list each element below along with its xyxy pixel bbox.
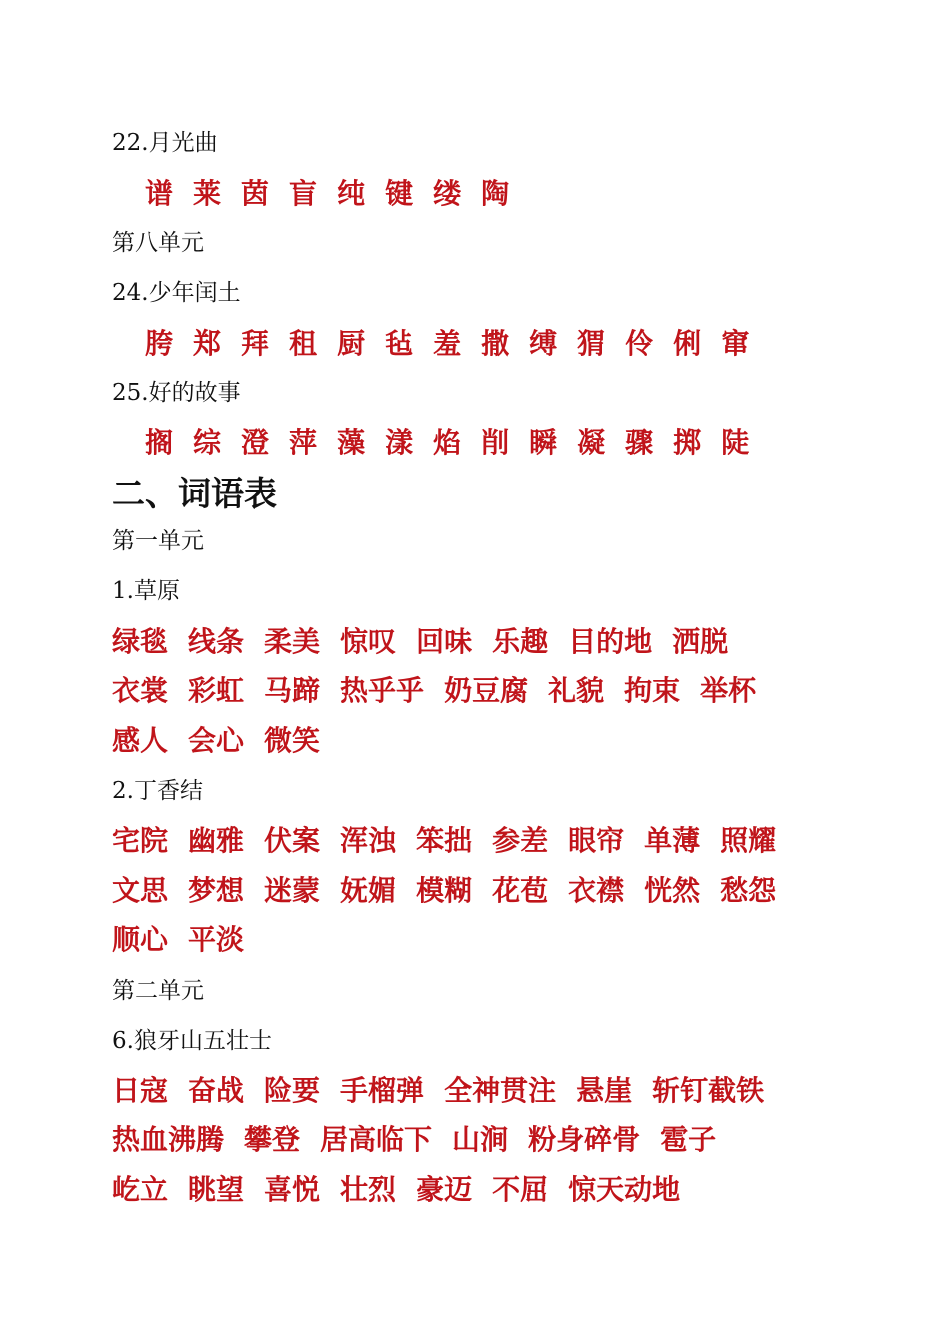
vocab-item: 陡 [721, 426, 750, 459]
vocab-item: 绿毯 [112, 625, 169, 658]
vocab-item: 模糊 [416, 874, 473, 907]
vocab-item: 伶 [625, 327, 654, 360]
vocab-item: 照耀 [720, 824, 777, 857]
vocab-item: 文思 [112, 874, 169, 907]
unit-2-heading: 第二单元 [112, 978, 204, 1004]
vocab-item: 热乎乎 [340, 674, 425, 707]
vocab-item: 单薄 [644, 824, 701, 857]
vocab-item: 顺心 [112, 923, 169, 956]
vocab-item: 缚 [529, 327, 558, 360]
vocab-item: 乐趣 [492, 625, 549, 658]
vocab-item: 澄 [241, 426, 270, 459]
vocab-item: 胯 [145, 327, 174, 360]
vocab-item: 山涧 [452, 1123, 509, 1156]
vocab-item: 凝 [577, 426, 606, 459]
lesson-6-words-row-3 [112, 1168, 700, 1208]
lesson-24-characters [145, 322, 769, 362]
vocab-item: 斩钉截铁 [652, 1074, 765, 1107]
vocab-item: 骤 [625, 426, 654, 459]
vocab-item: 梦想 [188, 874, 245, 907]
vocab-item: 柔美 [264, 625, 321, 658]
vocab-item: 茵 [241, 177, 270, 210]
vocab-item: 谱 [145, 177, 174, 210]
vocab-item: 雹子 [660, 1123, 717, 1156]
vocab-item: 羞 [433, 327, 462, 360]
lesson-1-words-row-2 [112, 669, 776, 709]
lesson-2-words-row-3 [112, 918, 264, 958]
vocab-item: 猬 [577, 327, 606, 360]
vocab-item: 豪迈 [416, 1173, 473, 1206]
lesson-1-title: 1.草原 [112, 578, 180, 604]
vocab-item: 厨 [337, 327, 366, 360]
vocab-item: 热血沸腾 [112, 1123, 225, 1156]
vocab-item: 举杯 [700, 674, 757, 707]
vocab-item: 陶 [481, 177, 510, 210]
vocab-item: 漾 [385, 426, 414, 459]
vocab-item: 眼帘 [568, 824, 625, 857]
vocab-item: 微笑 [264, 724, 321, 757]
vocabulary-heading: 二、词语表 [112, 474, 277, 513]
vocab-item: 拘束 [624, 674, 681, 707]
vocab-item: 衣襟 [568, 874, 625, 907]
vocab-item: 幽雅 [188, 824, 245, 857]
vocab-item: 壮烈 [340, 1173, 397, 1206]
lesson-2-title: 2.丁香结 [112, 778, 203, 804]
vocab-item: 日寇 [112, 1074, 169, 1107]
vocab-item: 租 [289, 327, 318, 360]
vocab-item: 莱 [193, 177, 222, 210]
vocab-item: 平淡 [188, 923, 245, 956]
vocab-item: 屹立 [112, 1173, 169, 1206]
lesson-24-title: 24.少年闰土 [112, 280, 241, 306]
vocab-item: 毡 [385, 327, 414, 360]
unit-8-heading: 第八单元 [112, 230, 204, 256]
vocab-item: 手榴弹 [340, 1074, 425, 1107]
lesson-22-title: 22.月光曲 [112, 130, 218, 156]
vocab-item: 窜 [721, 327, 750, 360]
lesson-2-words-row-2 [112, 869, 796, 909]
lesson-25-characters [145, 421, 769, 461]
lesson-1-words-row-1 [112, 620, 748, 660]
vocab-item: 键 [385, 177, 414, 210]
vocab-item: 马蹄 [264, 674, 321, 707]
vocab-item: 藻 [337, 426, 366, 459]
vocab-item: 纯 [337, 177, 366, 210]
vocab-item: 感人 [112, 724, 169, 757]
vocab-item: 掷 [673, 426, 702, 459]
vocab-item: 不屈 [492, 1173, 549, 1206]
vocab-item: 俐 [673, 327, 702, 360]
vocab-item: 郑 [193, 327, 222, 360]
vocab-item: 迷蒙 [264, 874, 321, 907]
vocab-item: 焰 [433, 426, 462, 459]
vocab-item: 目的地 [568, 625, 653, 658]
vocab-item: 浑浊 [340, 824, 397, 857]
vocab-item: 会心 [188, 724, 245, 757]
vocab-item: 居高临下 [320, 1123, 433, 1156]
vocab-item: 缕 [433, 177, 462, 210]
vocab-item: 综 [193, 426, 222, 459]
vocab-item: 悬崖 [576, 1074, 633, 1107]
vocab-item: 参差 [492, 824, 549, 857]
vocab-item: 喜悦 [264, 1173, 321, 1206]
lesson-2-words-row-1 [112, 819, 796, 859]
vocab-item: 削 [481, 426, 510, 459]
vocab-item: 瞬 [529, 426, 558, 459]
vocab-item: 妩媚 [340, 874, 397, 907]
lesson-6-words-row-1 [112, 1069, 784, 1109]
vocab-item: 衣裳 [112, 674, 169, 707]
vocab-item: 攀登 [244, 1123, 301, 1156]
vocab-item: 眺望 [188, 1173, 245, 1206]
vocab-item: 恍然 [644, 874, 701, 907]
vocab-item: 笨拙 [416, 824, 473, 857]
vocab-item: 花苞 [492, 874, 549, 907]
vocab-item: 拜 [241, 327, 270, 360]
lesson-1-words-row-3 [112, 719, 340, 759]
vocab-item: 搁 [145, 426, 174, 459]
vocab-item: 盲 [289, 177, 318, 210]
lesson-6-words-row-2 [112, 1118, 736, 1158]
vocab-item: 线条 [188, 625, 245, 658]
vocab-item: 回味 [416, 625, 473, 658]
vocab-item: 惊叹 [340, 625, 397, 658]
lesson-22-characters [145, 172, 529, 212]
vocab-item: 全神贯注 [444, 1074, 557, 1107]
vocab-item: 礼貌 [548, 674, 605, 707]
vocab-item: 奶豆腐 [444, 674, 529, 707]
vocab-item: 愁怨 [720, 874, 777, 907]
vocab-item: 萍 [289, 426, 318, 459]
vocab-item: 撒 [481, 327, 510, 360]
lesson-6-title: 6.狼牙山五壮士 [112, 1028, 272, 1054]
vocab-item: 洒脱 [672, 625, 729, 658]
vocab-item: 奋战 [188, 1074, 245, 1107]
vocab-item: 彩虹 [188, 674, 245, 707]
vocab-item: 伏案 [264, 824, 321, 857]
vocab-item: 险要 [264, 1074, 321, 1107]
vocab-item: 粉身碎骨 [528, 1123, 641, 1156]
vocab-item: 宅院 [112, 824, 169, 857]
vocab-item: 惊天动地 [568, 1173, 681, 1206]
lesson-25-title: 25.好的故事 [112, 380, 241, 406]
unit-1-heading: 第一单元 [112, 528, 204, 554]
